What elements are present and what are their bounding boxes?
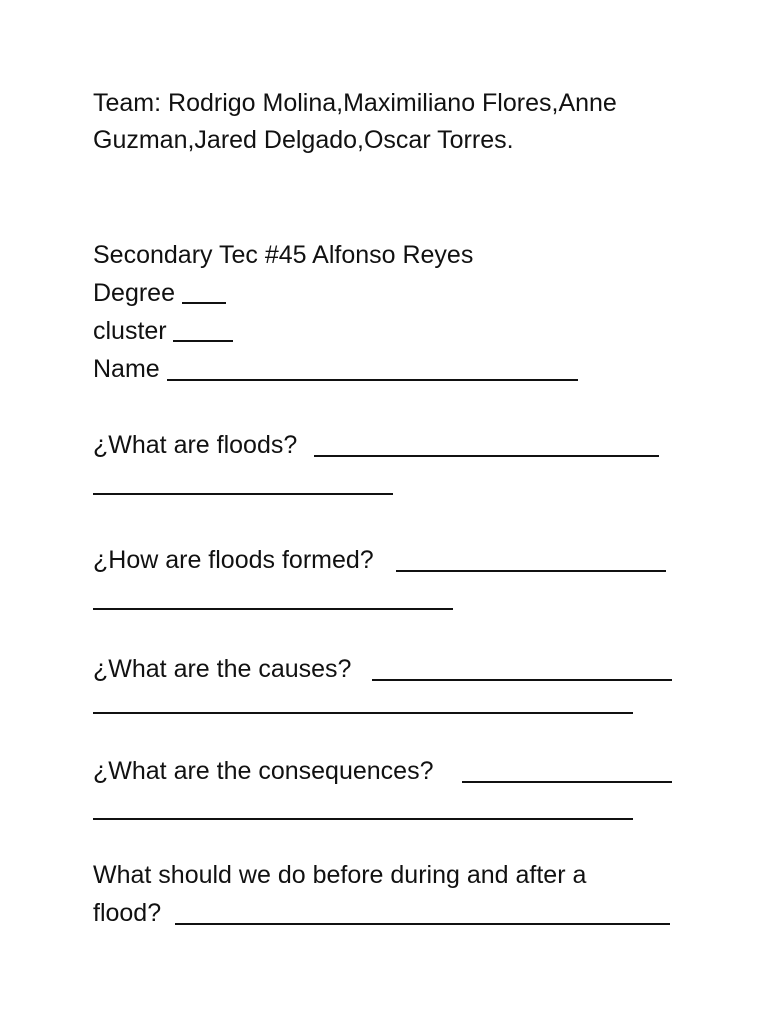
question-before-during-after-line-2: flood? [93, 899, 162, 927]
degree-label: Degree [93, 279, 175, 307]
q3-answer-line-2[interactable] [93, 712, 633, 714]
q1-answer-line-2[interactable] [93, 493, 393, 495]
question-before-during-after-line-1: What should we do before during and after a [93, 861, 587, 889]
q4-answer-line-2[interactable] [93, 818, 633, 820]
question-what-are-floods: ¿What are floods? [93, 431, 298, 459]
team-line-2: Guzman,Jared Delgado,Oscar Torres. [93, 126, 514, 154]
name-label: Name [93, 355, 160, 383]
question-what-are-the-consequences: ¿What are the consequences? [93, 757, 434, 785]
cluster-label: cluster [93, 317, 167, 345]
cluster-answer-line[interactable] [173, 340, 233, 342]
q3-answer-line-1[interactable] [372, 679, 672, 681]
q5-answer-line[interactable] [175, 923, 670, 925]
team-line-1: Team: Rodrigo Molina,Maximiliano Flores,Anne [93, 89, 617, 117]
name-answer-line[interactable] [167, 379, 578, 381]
q2-answer-line-2[interactable] [93, 608, 453, 610]
question-how-are-floods-formed: ¿How are floods formed? [93, 546, 374, 574]
q2-answer-line-1[interactable] [396, 570, 666, 572]
question-what-are-the-causes: ¿What are the causes? [93, 655, 352, 683]
school-name: Secondary Tec #45 Alfonso Reyes [93, 241, 474, 269]
q1-answer-line-1[interactable] [314, 455, 659, 457]
degree-answer-line[interactable] [182, 302, 226, 304]
q4-answer-line-1[interactable] [462, 781, 672, 783]
